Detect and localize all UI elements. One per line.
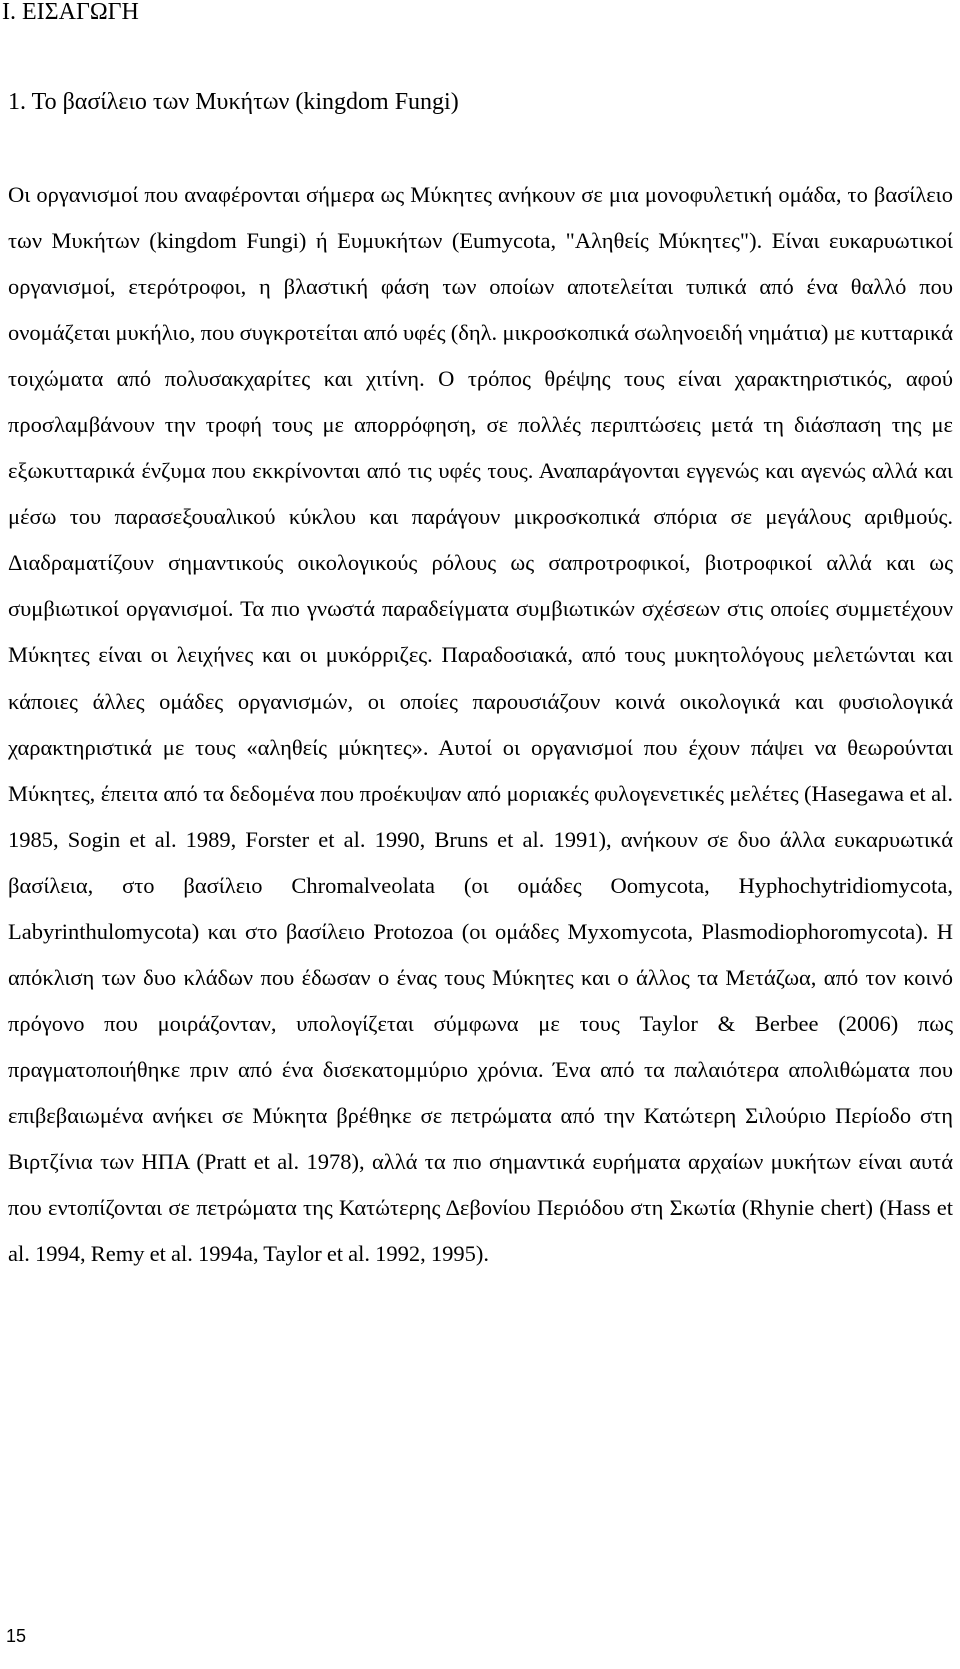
body-paragraph: Οι οργανισμοί που αναφέρονται σήμερα ως Μύκητες ανήκουν σε μια μονοφυλετική ομάδα, το βασίλειο των Μυκήτων (kingdom Fungi) ή Ευμυκήτων (Eumycota, "Αληθείς Μύκητες"). Είναι ευκαρυωτικοί οργανισμοί, ετερότροφοι, η βλαστική φάση των οποίων αποτελείται τυπικά από ένα θαλλό που ονομάζεται μυκήλιο, που συγκροτείται από υφές (δηλ. μικροσκοπικά σωληνοειδή νημάτια) με κυτταρικά τοιχώματα από πολυσακχαρίτες και χιτίνη. Ο τρόπος θρέψης τους είναι χαρακτηριστικός, αφού προσλαμβάνουν την τροφή τους με απορρόφηση, σε πολλές περιπτώσεις μετά τη διάσπαση της με εξωκυτταρικά ένζυμα που εκκρίνονται από τις υφές τους. Αναπαράγονται εγγενώς και αγενώς αλλά και μέσω του παρασεξουαλικού κύκλου και παράγουν μικροσκοπικά σπόρια σε μεγάλους αριθμούς. Διαδραματίζουν σημαντικούς οικολογικούς ρόλους ως σαπροτροφικοί, βιοτροφικοί αλλά και ως συμβιωτικοί οργανισμοί. Τα πιο γνωστά παραδείγματα συμβιωτικών σχέσεων στις οποίες συμμετέχουν Μύκητες είναι οι λειχήνες και οι μυκόρριζες. Παραδοσιακά, από τους μυκητολόγους μελετώνται και κάποιες άλλες ομάδες οργανισμών, οι οποίες παρουσιάζουν κοινά οικολογικά και φυσιολογικά χαρακτηριστικά με τους «αληθείς μύκητες». Αυτοί οι οργανισμοί που έχουν πάψει να θεωρούνται Μύκητες, έπειτα από τα δεδομένα που προέκυψαν από μοριακές φυλογενετικές μελέτες (Hasegawa et al. 1985, Sogin et al. 1989, Forster et al. 1990, Bruns et al. 1991), ανήκουν σε δυο άλλα ευκαρυωτικά βασίλεια, στο βασίλειο Chromalveolata (οι ομάδες Oomycota, Hyphochytridiomycota, Labyrinthulomycota) και στο βασίλειο Protozoa (οι ομάδες Myxomycota, Plasmodiophoromycota). Η απόκλιση των δυο κλάδων που έδωσαν ο ένας τους Μύκητες και ο άλλος τα Μετάζωα, από τον κοινό πρόγονο που μοιράζονταν, υπολογίζεται σύμφωνα με τους Taylor & Berbee (2006) πως πραγματοποιήθηκε πριν από ένα δισεκατομμύριο χρόνια. Ένα από τα παλαιότερα απολιθώματα που επιβεβαιωμένα ανήκει σε Μύκητα βρέθηκε σε πετρώματα από την Κατώτερη Σιλούριο Περίοδο στη Βιρτζίνια των ΗΠΑ (Pratt et al. 1978), αλλά τα πιο σημαντικά ευρήματα αρχαίων μυκήτων είναι αυτά που εντοπίζονται σε πετρώματα της Κατώτερης Δεβονίου Περιόδου στη Σκωτία (Rhynie chert) (Hass et al. 1994, Remy et al. 1994a, Taylor et al. 1992, 1995). — [8, 182, 953, 1267]
section-heading: 1. Το βασίλειο των Μυκήτων (kingdom Fungi) — [8, 89, 459, 115]
chapter-heading: Ι. ΕΙΣΑΓΩΓΗ — [2, 0, 139, 25]
page-number: 15 — [6, 1626, 27, 1646]
